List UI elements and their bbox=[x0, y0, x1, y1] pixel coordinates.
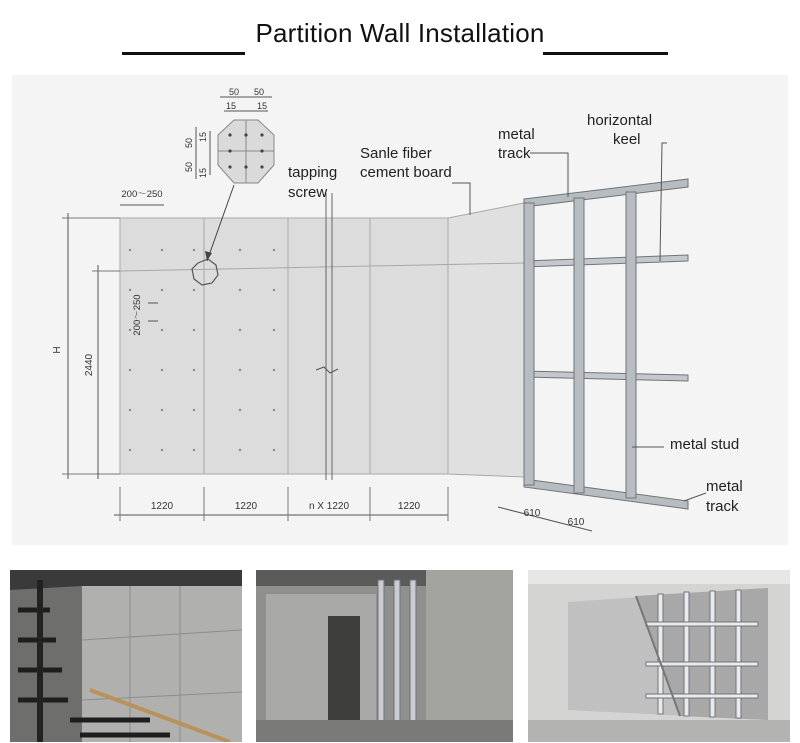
board-panel-5 bbox=[448, 203, 524, 477]
dim-stud-1: 610 bbox=[523, 508, 541, 519]
label-metal-track-bottom-1: metal bbox=[706, 478, 743, 495]
board-panel-1 bbox=[120, 218, 204, 474]
metal-stud-2 bbox=[574, 198, 584, 493]
label-sanle-board-2: cement board bbox=[360, 164, 452, 181]
dim-width-3: 1220 bbox=[397, 501, 421, 512]
label-horizontal-keel-2: keel bbox=[613, 131, 641, 148]
leader-horizontal-keel bbox=[660, 143, 667, 261]
label-metal-track-top-2: track bbox=[498, 145, 531, 162]
horizontal-keel-1 bbox=[524, 255, 688, 267]
board-panel-3 bbox=[288, 218, 370, 474]
board-panel-2 bbox=[204, 218, 288, 474]
diagram-svg bbox=[12, 75, 788, 545]
metal-track-bottom-bar bbox=[524, 479, 688, 509]
label-tapping-screw-1: tapping bbox=[288, 164, 338, 181]
label-sanle-board-1: Sanle fiber bbox=[360, 145, 432, 162]
board-panel-4 bbox=[370, 218, 448, 474]
label-metal-track-top-1: metal bbox=[498, 126, 535, 143]
photo-staircase bbox=[10, 570, 242, 742]
dim-top-50-a: 50 bbox=[228, 87, 240, 97]
dim-side-15-a: 15 bbox=[198, 131, 208, 143]
leader-metal-track-bottom bbox=[684, 493, 706, 501]
dim-top-50-b: 50 bbox=[253, 87, 265, 97]
dim-width-n: n X 1220 bbox=[308, 501, 350, 512]
label-tapping-screw-2: screw bbox=[288, 184, 328, 201]
horizontal-keel-2 bbox=[524, 371, 688, 381]
page-title: Partition Wall Installation bbox=[255, 18, 545, 48]
dim-width-2: 1220 bbox=[234, 501, 258, 512]
title-bar bbox=[0, 0, 800, 70]
metal-track-top-bar bbox=[524, 179, 688, 207]
dim-stud-2: 610 bbox=[567, 517, 585, 528]
spacing-side-label: 200～250 bbox=[132, 294, 143, 336]
installation-diagram bbox=[12, 75, 788, 545]
dim-2440-label: 2440 bbox=[84, 353, 95, 377]
metal-stud-1 bbox=[524, 203, 534, 485]
dim-side-15-b: 15 bbox=[198, 167, 208, 179]
dim-h-label: H bbox=[52, 346, 63, 354]
dim-side-50-b: 50 bbox=[184, 161, 194, 173]
leader-metal-track-top bbox=[530, 153, 568, 197]
label-metal-stud: metal stud bbox=[670, 436, 740, 453]
dim-side-50-a: 50 bbox=[184, 137, 194, 149]
metal-stud-3 bbox=[626, 192, 636, 498]
photo-steel-studs bbox=[256, 570, 513, 742]
label-metal-track-bottom-2: track bbox=[706, 498, 739, 515]
spacing-top-label: 200～250 bbox=[121, 189, 163, 200]
title-rule-right bbox=[543, 52, 668, 55]
label-horizontal-keel-1: horizontal bbox=[587, 112, 653, 129]
leader-sanle-board bbox=[452, 183, 470, 215]
dim-top-15-a: 15 bbox=[225, 101, 237, 111]
title-rule-left bbox=[122, 52, 245, 55]
dim-top-15-b: 15 bbox=[256, 101, 268, 111]
dim-width-1: 1220 bbox=[150, 501, 174, 512]
metal-frame bbox=[524, 179, 688, 509]
photo-partial-board bbox=[528, 570, 790, 742]
